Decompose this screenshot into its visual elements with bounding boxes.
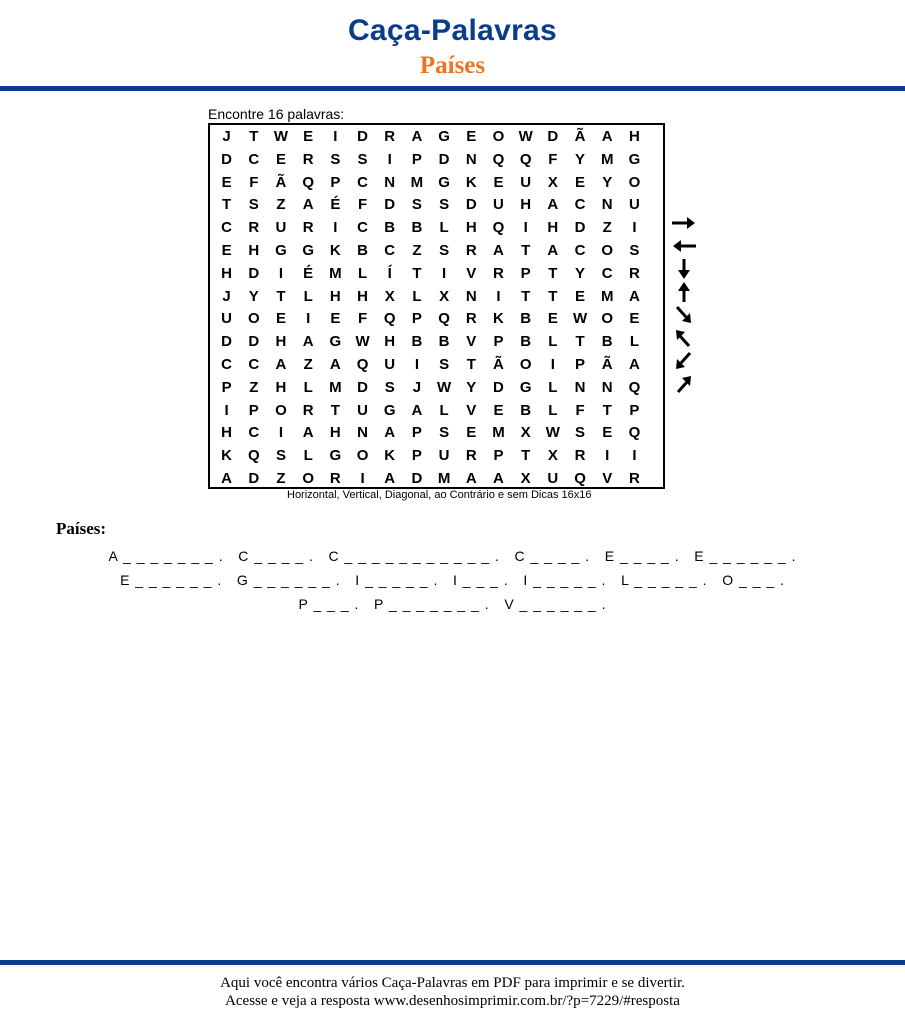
grid-letter: G: [438, 128, 450, 145]
grid-letter: E: [221, 242, 232, 259]
grid-letter: C: [248, 150, 260, 168]
grid-letter: L: [303, 378, 313, 396]
grid-letter: F: [357, 310, 368, 328]
grid-letter: X: [547, 173, 558, 191]
grid-letter: U: [357, 401, 368, 419]
grid-letter: R: [302, 219, 314, 237]
bottom-divider: [0, 960, 905, 965]
grid-letter: C: [357, 219, 368, 237]
grid-letter: L: [548, 401, 558, 419]
grid-letter: C: [221, 356, 233, 373]
grid-letter: W: [437, 378, 452, 396]
grid-letter: H: [384, 333, 396, 351]
grid-letter: É: [330, 196, 341, 214]
grid-letter: G: [519, 378, 532, 396]
grid-letter: M: [329, 264, 342, 282]
grid-row: [210, 172, 648, 195]
grid-letter: J: [222, 287, 231, 305]
grid-letter: T: [412, 264, 422, 282]
grid-letter: B: [411, 219, 423, 237]
grid-letter: S: [330, 150, 341, 168]
grid-letter: G: [383, 401, 396, 419]
grid-letter: N: [384, 173, 396, 191]
grid-letter: D: [357, 378, 368, 396]
grid-letter: A: [465, 470, 477, 487]
grid-letter: I: [605, 447, 610, 465]
grid-letter: T: [575, 333, 585, 351]
grid-letter: B: [384, 219, 396, 237]
grid-letter: H: [547, 219, 559, 237]
grid-letter: L: [439, 219, 449, 237]
puzzle-instruction: Encontre 16 palavras:: [208, 106, 345, 122]
grid-letter: L: [548, 378, 558, 396]
arrow-up-right-icon: [670, 373, 698, 395]
grid-letter: A: [329, 356, 341, 373]
grid-letter: Q: [356, 356, 369, 373]
grid-letter: Z: [602, 219, 612, 237]
grid-letter: D: [465, 196, 477, 214]
grid-letter: A: [547, 196, 559, 214]
grid-letter: W: [572, 310, 588, 328]
grid-letter: T: [521, 242, 531, 259]
grid-letter: L: [412, 287, 422, 305]
grid-letter: Í: [387, 264, 392, 282]
grid-letter: A: [302, 196, 314, 214]
grid-letter: C: [574, 242, 586, 259]
grid-row: [210, 331, 648, 354]
grid-letter: I: [278, 424, 284, 442]
grid-letter: S: [439, 242, 450, 259]
grid-letter: I: [387, 150, 392, 168]
grid-letter: K: [384, 447, 396, 465]
grid-letter: N: [357, 424, 368, 442]
grid-letter: T: [521, 287, 531, 305]
grid-letter: G: [329, 447, 342, 465]
grid-letter: T: [602, 401, 612, 419]
grid-letter: A: [411, 401, 423, 419]
word-list-line: E _ _ _ _ _ _ . G _ _ _ _ _ _ . I _ _ _ _ _ . I _ _ _ . I _ _ _ _ _ . L _ _ _ _ _ . O _ _ _ .: [120, 572, 785, 588]
grid-letter: A: [547, 242, 559, 259]
grid-letter: T: [548, 287, 558, 305]
grid-letter: Y: [575, 264, 586, 282]
grid-row: [210, 354, 648, 377]
grid-row: [210, 400, 648, 423]
grid-letter: P: [411, 150, 422, 168]
grid-letter: A: [411, 128, 423, 145]
arrow-left-icon: [670, 235, 698, 257]
grid-letter: A: [493, 242, 504, 259]
grid-letter: Ã: [275, 173, 287, 191]
grid-letter: Z: [276, 196, 286, 214]
grid-letter: G: [628, 150, 641, 168]
grid-letter: R: [329, 470, 341, 487]
grid-letter: R: [302, 401, 314, 419]
grid-letter: A: [221, 470, 233, 487]
grid-row: [210, 308, 648, 331]
grid-letter: U: [221, 310, 233, 328]
grid-letter: E: [275, 310, 286, 328]
grid-row: [210, 149, 648, 172]
grid-letter: J: [222, 128, 231, 145]
grid-letter: G: [275, 242, 287, 259]
grid-letter: P: [575, 356, 586, 373]
grid-letter: E: [466, 128, 477, 145]
grid-row: [210, 194, 648, 217]
grid-letter: D: [384, 196, 396, 214]
grid-letter: X: [384, 287, 395, 305]
grid-letter: M: [492, 424, 505, 442]
grid-letter: Q: [519, 150, 532, 168]
grid-letter: E: [493, 173, 504, 191]
grid-letter: S: [357, 150, 368, 168]
grid-letter: R: [384, 128, 396, 145]
grid-letter: P: [330, 173, 341, 191]
grid-letter: Z: [303, 356, 313, 373]
grid-letter: R: [248, 219, 260, 237]
grid-row: [210, 126, 648, 149]
puzzle-hint: Horizontal, Vertical, Diagonal, ao Contrário e sem Dicas 16x16: [287, 489, 592, 501]
page-title: Caça-Palavras: [347, 14, 558, 47]
grid-letter: V: [466, 401, 477, 419]
grid-letter: R: [302, 150, 314, 168]
grid-letter: T: [249, 128, 259, 145]
grid-letter: É: [303, 264, 314, 282]
grid-letter: V: [466, 264, 477, 282]
arrow-down-icon: [670, 258, 698, 280]
grid-letter: H: [465, 219, 477, 237]
grid-letter: N: [601, 196, 613, 214]
grid-letter: M: [329, 378, 342, 396]
grid-letter: X: [520, 470, 531, 487]
grid-letter: D: [221, 150, 233, 168]
grid-row: [210, 263, 648, 286]
grid-letter: B: [520, 310, 532, 328]
grid-letter: E: [275, 150, 286, 168]
grid-letter: E: [330, 310, 341, 328]
grid-letter: P: [493, 333, 504, 351]
word-list-line: A _ _ _ _ _ _ _ . C _ _ _ _ . C _ _ _ _ _ _ _ _ _ _ _ . C _ _ _ _ . E _ _ _ _ . E _ _ _ _ _ _ .: [108, 548, 797, 564]
grid-letter: E: [303, 128, 314, 145]
grid-letter: I: [278, 264, 284, 282]
grid-letter: B: [411, 333, 423, 351]
grid-letter: P: [248, 401, 259, 419]
grid-letter: U: [547, 470, 559, 487]
grid-letter: A: [628, 287, 640, 305]
grid-letter: N: [601, 378, 613, 396]
grid-letter: T: [222, 196, 232, 214]
page-subtitle: Países: [419, 52, 486, 79]
grid-row: [210, 468, 648, 491]
grid-letter: S: [411, 196, 422, 214]
grid-letter: Ã: [601, 356, 613, 373]
grid-letter: R: [628, 264, 640, 282]
grid-letter: F: [357, 196, 368, 214]
grid-letter: M: [600, 287, 614, 305]
grid-letter: Q: [247, 447, 260, 465]
grid-letter: B: [601, 333, 613, 351]
grid-row: [210, 445, 648, 468]
grid-letter: I: [333, 219, 338, 237]
arrow-up-icon: [670, 281, 698, 303]
grid-letter: S: [439, 424, 450, 442]
grid-letter: U: [493, 196, 504, 214]
grid-letter: Q: [628, 424, 641, 442]
grid-letter: S: [248, 196, 259, 214]
grid-letter: S: [439, 356, 450, 373]
grid-letter: A: [601, 128, 613, 145]
grid-letter: A: [384, 470, 396, 487]
grid-letter: R: [465, 242, 477, 259]
grid-letter: C: [221, 219, 233, 237]
footer-line-2: Acesse e veja a resposta www.desenhosimprimir.com.br/?p=7229/#resposta: [225, 993, 680, 1009]
word-list-label: Países:: [56, 519, 107, 538]
grid-letter: F: [249, 173, 259, 191]
grid-letter: I: [496, 287, 501, 305]
grid-letter: V: [602, 470, 613, 487]
grid-letter: C: [248, 424, 260, 442]
grid-letter: D: [221, 333, 233, 351]
grid-letter: T: [548, 264, 558, 282]
grid-letter: Q: [383, 310, 396, 328]
grid-letter: H: [329, 424, 341, 442]
grid-letter: C: [384, 242, 396, 259]
word-search-grid: [208, 123, 665, 489]
grid-letter: A: [493, 470, 504, 487]
grid-letter: P: [221, 378, 232, 396]
grid-letter: Ã: [574, 128, 586, 145]
grid-letter: A: [302, 333, 314, 351]
arrow-down-left-icon: [670, 350, 698, 372]
grid-letter: C: [357, 173, 368, 191]
grid-letter: B: [438, 333, 450, 351]
grid-letter: Q: [492, 150, 505, 168]
grid-letter: R: [465, 447, 477, 465]
grid-letter: H: [275, 333, 287, 351]
grid-letter: I: [632, 219, 637, 237]
grid-letter: I: [360, 470, 365, 487]
grid-letter: D: [493, 378, 504, 396]
grid-letter: E: [466, 424, 477, 442]
arrow-right-icon: [670, 212, 698, 234]
grid-letter: W: [355, 333, 370, 351]
grid-letter: D: [248, 333, 260, 351]
grid-letter: H: [520, 196, 532, 214]
grid-letter: D: [574, 219, 586, 237]
grid-letter: N: [574, 378, 586, 396]
grid-letter: C: [574, 196, 586, 214]
grid-letter: S: [629, 242, 640, 259]
grid-letter: A: [302, 424, 314, 442]
grid-letter: H: [275, 378, 287, 396]
grid-letter: Z: [412, 242, 422, 259]
grid-letter: D: [248, 470, 260, 487]
grid-letter: I: [333, 128, 338, 145]
grid-letter: W: [518, 128, 533, 145]
grid-letter: H: [357, 287, 368, 305]
grid-letter: I: [414, 356, 419, 373]
grid-letter: J: [412, 378, 422, 396]
grid-letter: B: [520, 333, 532, 351]
grid-letter: I: [224, 401, 229, 419]
grid-letter: R: [465, 310, 477, 328]
grid-letter: I: [442, 264, 447, 282]
grid-letter: U: [628, 196, 640, 214]
grid-letter: X: [520, 424, 531, 442]
grid-letter: C: [601, 264, 613, 282]
arrow-down-right-icon: [670, 304, 698, 326]
grid-letter: O: [628, 173, 641, 191]
grid-letter: A: [275, 356, 287, 373]
grid-letter: Q: [438, 310, 450, 328]
grid-letter: H: [329, 287, 341, 305]
grid-letter: O: [247, 310, 260, 328]
grid-letter: E: [493, 401, 504, 419]
grid-letter: U: [275, 219, 287, 237]
grid-letter: G: [329, 333, 342, 351]
grid-letter: T: [521, 447, 531, 465]
grid-letter: H: [628, 128, 640, 145]
grid-letter: L: [303, 287, 313, 305]
grid-letter: O: [519, 356, 532, 373]
grid-letter: R: [493, 264, 504, 282]
grid-letter: F: [548, 150, 558, 168]
grid-letter: L: [548, 333, 558, 351]
grid-letter: L: [629, 333, 639, 351]
grid-letter: I: [632, 447, 637, 465]
grid-row: [210, 377, 648, 400]
grid-letter: T: [466, 356, 476, 373]
grid-letter: Y: [248, 287, 259, 305]
grid-letter: Z: [276, 470, 286, 487]
grid-letter: Q: [492, 219, 505, 237]
grid-letter: V: [466, 333, 477, 351]
grid-letter: E: [221, 173, 232, 191]
grid-letter: K: [329, 242, 341, 259]
grid-letter: O: [275, 401, 287, 419]
grid-letter: N: [465, 150, 477, 168]
grid-letter: M: [437, 470, 451, 487]
grid-letter: Y: [466, 378, 477, 396]
grid-letter: D: [438, 150, 450, 168]
grid-letter: Q: [574, 470, 586, 487]
grid-letter: B: [357, 242, 368, 259]
grid-row: [210, 240, 648, 263]
grid-letter: W: [273, 128, 289, 145]
grid-letter: Z: [249, 378, 259, 396]
grid-row: [210, 422, 648, 445]
arrow-up-left-icon: [670, 327, 698, 349]
grid-letter: O: [601, 242, 614, 259]
grid-letter: Q: [628, 378, 641, 396]
grid-letter: X: [439, 287, 450, 305]
grid-letter: O: [492, 128, 505, 145]
grid-letter: P: [411, 447, 422, 465]
grid-letter: P: [411, 310, 422, 328]
grid-letter: L: [439, 401, 449, 419]
grid-letter: K: [465, 173, 477, 191]
grid-letter: G: [438, 173, 450, 191]
grid-letter: Ã: [493, 356, 504, 373]
grid-letter: Y: [602, 173, 613, 191]
grid-letter: I: [306, 310, 311, 328]
grid-letter: T: [276, 287, 286, 305]
grid-letter: O: [356, 447, 369, 465]
grid-row: [210, 286, 648, 309]
grid-letter: M: [410, 173, 424, 191]
grid-letter: D: [547, 128, 559, 145]
grid-letter: U: [438, 447, 450, 465]
grid-letter: L: [357, 264, 368, 282]
grid-letter: R: [574, 447, 586, 465]
grid-letter: S: [275, 447, 286, 465]
grid-letter: A: [628, 356, 640, 373]
grid-letter: D: [357, 128, 368, 145]
grid-letter: H: [248, 242, 260, 259]
grid-letter: O: [601, 310, 614, 328]
grid-letter: E: [575, 173, 586, 191]
grid-letter: Q: [302, 173, 314, 191]
grid-letter: I: [550, 356, 555, 373]
grid-letter: K: [493, 310, 504, 328]
footer-line-1: Aqui você encontra vários Caça-Palavras em PDF para imprimir e se divertir.: [220, 975, 685, 991]
grid-letter: S: [384, 378, 395, 396]
grid-letter: X: [547, 447, 558, 465]
grid-letter: A: [384, 424, 396, 442]
grid-letter: S: [439, 196, 450, 214]
grid-letter: H: [221, 424, 233, 442]
grid-letter: T: [330, 401, 340, 419]
grid-letter: P: [493, 447, 504, 465]
grid-letter: E: [602, 424, 613, 442]
grid-letter: P: [520, 264, 531, 282]
grid-letter: D: [411, 470, 423, 487]
word-list-line: P _ _ _ . P _ _ _ _ _ _ _ . V _ _ _ _ _ _ .: [298, 596, 607, 612]
grid-letter: G: [302, 242, 314, 259]
grid-letter: M: [600, 150, 614, 168]
grid-letter: C: [248, 356, 260, 373]
grid-letter: E: [547, 310, 558, 328]
grid-letter: D: [248, 264, 260, 282]
grid-letter: R: [628, 470, 640, 487]
grid-letter: I: [523, 219, 528, 237]
grid-letter: N: [465, 287, 477, 305]
grid-letter: P: [411, 424, 422, 442]
grid-letter: H: [221, 264, 233, 282]
top-divider: [0, 86, 905, 91]
grid-letter: B: [520, 401, 532, 419]
grid-letter: U: [520, 173, 532, 191]
grid-letter: O: [302, 470, 314, 487]
grid-letter: F: [575, 401, 585, 419]
grid-letter: L: [303, 447, 313, 465]
grid-letter: P: [629, 401, 640, 419]
grid-row: [210, 217, 648, 240]
grid-letter: E: [575, 287, 586, 305]
grid-letter: W: [545, 424, 560, 442]
grid-letter: E: [629, 310, 640, 328]
grid-letter: Y: [575, 150, 586, 168]
grid-letter: U: [384, 356, 396, 373]
grid-letter: K: [221, 447, 233, 465]
grid-letter: S: [575, 424, 586, 442]
